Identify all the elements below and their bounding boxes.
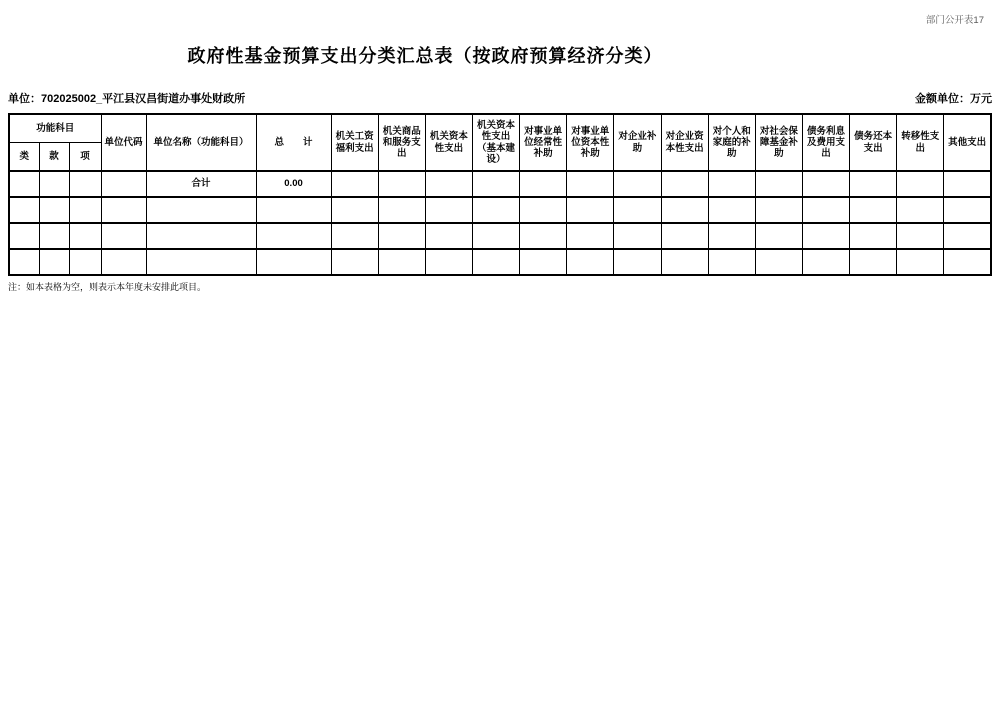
- cell-r0-c19: [944, 171, 991, 197]
- cell-r3-c12: [614, 249, 661, 275]
- cell-r0-c8: [425, 171, 472, 197]
- cell-r3-c13: [661, 249, 708, 275]
- cell-r0-c17: [850, 171, 897, 197]
- table-header: [9, 114, 991, 171]
- cell-r2-c8: [425, 223, 472, 249]
- cell-r2-c16: [802, 223, 849, 249]
- cell-r1-c15: [755, 197, 802, 223]
- table-row-1: [9, 197, 991, 223]
- header-expenditure-col-1: 机关商品和服务支出: [378, 114, 425, 171]
- cell-r1-c6: [331, 197, 378, 223]
- cell-r2-c15: [755, 223, 802, 249]
- cell-r2-c13: [661, 223, 708, 249]
- cell-r3-c1: [39, 249, 69, 275]
- cell-r3-c17: [850, 249, 897, 275]
- amount-unit-label: 金额单位：万元: [915, 93, 992, 105]
- cell-r2-c6: [331, 223, 378, 249]
- meta-row: [8, 90, 992, 106]
- cell-r1-c9: [472, 197, 519, 223]
- cell-r3-c19: [944, 249, 991, 275]
- cell-r0-c10: [520, 171, 567, 197]
- cell-r3-c4: [146, 249, 256, 275]
- header-unit-name: 单位名称（功能科目）: [146, 114, 256, 171]
- cell-r0-c1: [39, 171, 69, 197]
- table-row-2: [9, 223, 991, 249]
- cell-r3-c2: [69, 249, 101, 275]
- cell-r3-c18: [897, 249, 944, 275]
- cell-r3-c5: [256, 249, 331, 275]
- cell-r3-c16: [802, 249, 849, 275]
- header-row-1: [9, 114, 991, 142]
- cell-r0-c3: [101, 171, 146, 197]
- header-expenditure-col-0: 机关工资福利支出: [331, 114, 378, 171]
- cell-r0-c4: 合计: [146, 171, 256, 197]
- cell-r2-c14: [708, 223, 755, 249]
- cell-r0-c12: [614, 171, 661, 197]
- cell-r3-c14: [708, 249, 755, 275]
- cell-r1-c10: [520, 197, 567, 223]
- cell-r3-c8: [425, 249, 472, 275]
- cell-r1-c19: [944, 197, 991, 223]
- cell-r0-c14: [708, 171, 755, 197]
- page-title: 政府性基金预算支出分类汇总表（按政府预算经济分类）: [187, 46, 663, 66]
- header-expenditure-col-4: 对事业单位经常性补助: [520, 114, 567, 171]
- cell-r2-c12: [614, 223, 661, 249]
- cell-r1-c1: [39, 197, 69, 223]
- cell-r1-c14: [708, 197, 755, 223]
- cell-r3-c3: [101, 249, 146, 275]
- cell-r0-c7: [378, 171, 425, 197]
- cell-r0-c13: [661, 171, 708, 197]
- cell-r2-c19: [944, 223, 991, 249]
- cell-r0-c6: [331, 171, 378, 197]
- cell-r0-c11: [567, 171, 614, 197]
- table-row-3: [9, 249, 991, 275]
- cell-r0-c18: [897, 171, 944, 197]
- cell-r3-c0: [9, 249, 39, 275]
- header-expenditure-col-5: 对事业单位资本性补助: [567, 114, 614, 171]
- cell-r2-c18: [897, 223, 944, 249]
- header-expenditure-col-6: 对企业补助: [614, 114, 661, 171]
- corner-table-number: 部门公开表17: [925, 15, 984, 26]
- cell-r1-c17: [850, 197, 897, 223]
- cell-r0-c16: [802, 171, 849, 197]
- cell-r2-c17: [850, 223, 897, 249]
- cell-r0-c0: [9, 171, 39, 197]
- header-expenditure-col-7: 对企业资本性支出: [661, 114, 708, 171]
- cell-r2-c0: [9, 223, 39, 249]
- cell-r1-c8: [425, 197, 472, 223]
- header-expenditure-col-12: 转移性支出: [897, 114, 944, 171]
- cell-r0-c9: [472, 171, 519, 197]
- cell-r1-c18: [897, 197, 944, 223]
- cell-r1-c11: [567, 197, 614, 223]
- cell-r2-c5: [256, 223, 331, 249]
- cell-r1-c4: [146, 197, 256, 223]
- table-note: 注：如本表格为空，则表示本年度未安排此项目。: [8, 282, 207, 292]
- header-expenditure-col-3: 机关资本性支出（基本建设）: [472, 114, 519, 171]
- cell-r1-c2: [69, 197, 101, 223]
- header-unit-code: 单位代码: [101, 114, 146, 171]
- cell-r2-c7: [378, 223, 425, 249]
- cell-r3-c7: [378, 249, 425, 275]
- cell-r2-c11: [567, 223, 614, 249]
- header-func-col-1: 款: [39, 142, 69, 171]
- cell-r2-c9: [472, 223, 519, 249]
- cell-r3-c10: [520, 249, 567, 275]
- cell-r3-c11: [567, 249, 614, 275]
- budget-table: [8, 113, 992, 276]
- header-total: 总 计: [256, 114, 331, 171]
- cell-r1-c3: [101, 197, 146, 223]
- cell-r2-c1: [39, 223, 69, 249]
- cell-r2-c2: [69, 223, 101, 249]
- header-expenditure-col-9: 对社会保障基金补助: [755, 114, 802, 171]
- cell-r3-c15: [755, 249, 802, 275]
- cell-r3-c6: [331, 249, 378, 275]
- cell-r1-c16: [802, 197, 849, 223]
- cell-r2-c10: [520, 223, 567, 249]
- header-func-group: 功能科目: [9, 114, 101, 142]
- header-expenditure-col-13: 其他支出: [944, 114, 991, 171]
- cell-r2-c4: [146, 223, 256, 249]
- cell-r0-c2: [69, 171, 101, 197]
- table-body: [9, 171, 991, 275]
- header-func-col-2: 项: [69, 142, 101, 171]
- cell-r1-c12: [614, 197, 661, 223]
- cell-r1-c13: [661, 197, 708, 223]
- header-expenditure-col-11: 债务还本支出: [850, 114, 897, 171]
- header-expenditure-col-2: 机关资本性支出: [425, 114, 472, 171]
- header-expenditure-col-8: 对个人和家庭的补助: [708, 114, 755, 171]
- cell-r0-c5: 0.00: [256, 171, 331, 197]
- header-expenditure-col-10: 债务利息及费用支出: [802, 114, 849, 171]
- cell-r2-c3: [101, 223, 146, 249]
- cell-r3-c9: [472, 249, 519, 275]
- table-row-0: [9, 171, 991, 197]
- cell-r1-c5: [256, 197, 331, 223]
- unit-label: 单位：702025002_平江县汉昌街道办事处财政所: [8, 93, 246, 105]
- cell-r0-c15: [755, 171, 802, 197]
- header-func-col-0: 类: [9, 142, 39, 171]
- cell-r1-c7: [378, 197, 425, 223]
- cell-r1-c0: [9, 197, 39, 223]
